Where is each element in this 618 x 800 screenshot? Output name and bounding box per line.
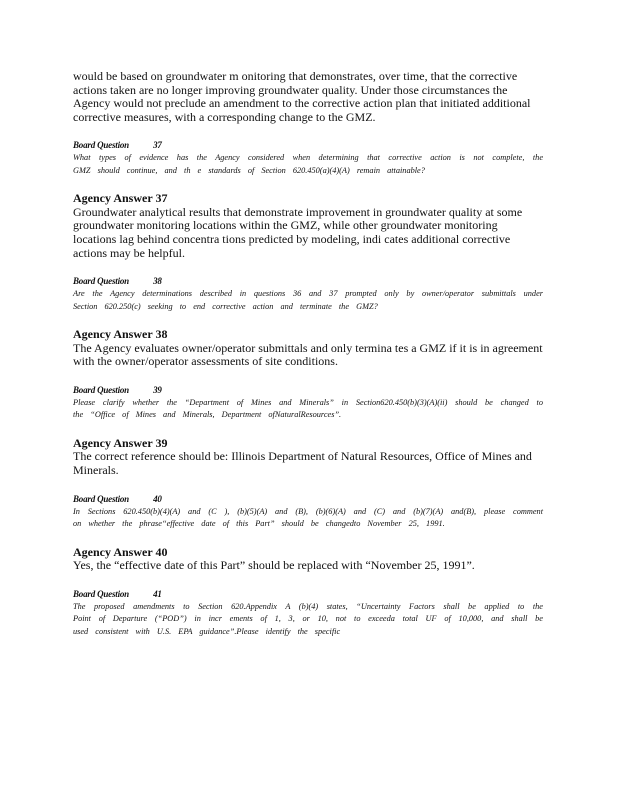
answer-heading: Agency Answer 40 [73,544,168,559]
question-heading [73,275,543,287]
question-word: Question [97,384,129,395]
answer-heading: Agency Answer 38 [73,327,168,342]
answer-text: The correct reference should be: Illinois Department of Natural Resources, Office of Mines and Minerals. [73,449,532,478]
question-board-label: Board [73,493,96,504]
agency-answer-37 [73,192,543,260]
question-text: The proposed amendments to Section 620.Appendix A (b)(4) states, “Uncertainty Factors shall be applied to the Point of Departure (“POD”) in incr ements of 1, 3, or 10, not to exceeda total UF of 10,000, and shall be used consistent with U.S. EPA guidance”.Please identify the specific [73,601,543,636]
question-text: In Sections 620.450(b)(4)(A) and (C ), (b)(5)(A) and (B), (b)(6)(A) and (C) and (b)(7)(A) and(B), please comment on whether the phrase“effective date of this Part” should be changedto November 25, 1991. [73,506,543,529]
question-heading [73,588,543,600]
question-board-label: Board [73,140,96,151]
question-text: Are the Agency determinations described in questions 36 and 37 prompted only by owner/operator submittals under Section 620.250(c) seeking to end corrective action and terminate the GMZ? [73,289,543,311]
question-board-label: Board [73,276,96,287]
question-word: Question [97,493,129,504]
question-text: What types of evidence has the Agency considered when determining that corrective action is not complete, the GMZ should continue, and th e standards of Section 620.450(a)(4)(A) remain attainable? [73,153,543,175]
question-heading [73,493,543,505]
question-number: 41 [153,588,162,599]
page-content [73,70,543,638]
answer-heading: Agency Answer 37 [73,191,168,206]
agency-answer-39 [73,437,543,478]
question-board-label: Board [73,588,96,599]
question-word: Question [97,276,129,287]
answer-heading: Agency Answer 39 [73,435,168,450]
board-question-38 [73,275,543,313]
question-number: 37 [153,140,162,151]
question-number: 39 [153,384,162,395]
question-word: Question [97,588,129,599]
answer-text: Groundwater analytical results that demonstrate improvement in groundwater quality at some groundwater monitoring locations within the GMZ, while other groundwater monitoring locations lag behind concentra tions predicted by modeling, indi cates additional corrective actions may be helpful. [73,204,523,260]
intro-paragraph: would be based on groundwater m onitoring that demonstrates, over time, that the corrective actions taken are no longer improving groundwater quality. Under those circumstances the Agency would not preclude an amendment to the corrective action plan that initiated additional corrective measures, with a corresponding change to the GMZ. [73,69,531,124]
question-text: Please clarify whether the “Department of Mines and Minerals” in Section620.450(b)(3)(A)(ii) should be changed to the “Office of Mines and Minerals, Department ofNaturalResources”. [73,397,543,420]
answer-text: The Agency evaluates owner/operator submittals and only termina tes a GMZ if it is in agreement with the owner/operator assessments of site conditions. [73,340,543,369]
answer-text: Yes, the “effective date of this Part” should be replaced with “November 25, 1991”. [73,558,475,573]
agency-answer-38 [73,328,543,369]
agency-answer-40 [73,546,543,573]
question-heading [73,139,543,151]
question-heading [73,384,543,396]
board-question-40 [73,493,543,531]
board-question-37 [73,139,543,177]
board-question-41 [73,588,543,639]
question-number: 40 [153,493,162,504]
question-word: Question [97,140,129,151]
question-board-label: Board [73,384,96,395]
board-question-39 [73,384,543,422]
question-number: 38 [153,276,162,287]
